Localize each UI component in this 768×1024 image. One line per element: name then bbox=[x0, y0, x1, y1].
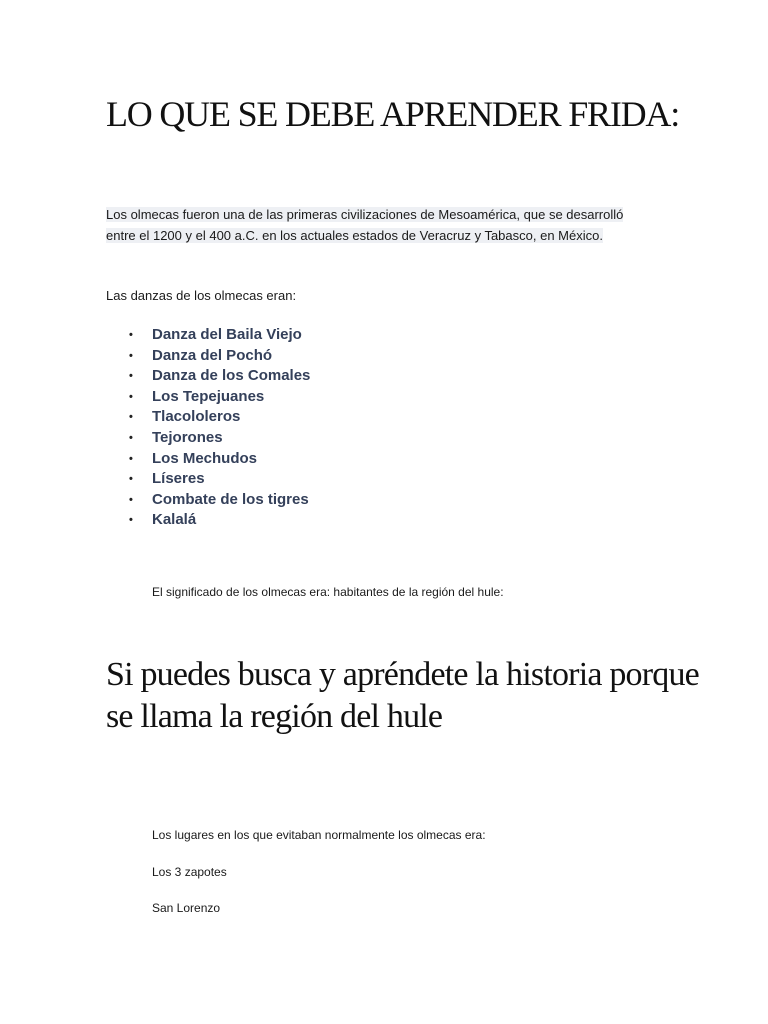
dance-name: Danza del Baila Viejo bbox=[152, 326, 302, 343]
bullet-icon: • bbox=[129, 390, 133, 403]
dance-name: Danza de los Comales bbox=[152, 367, 311, 385]
bullet-icon: • bbox=[129, 514, 133, 527]
bullet-icon: • bbox=[129, 349, 133, 362]
list-item bbox=[106, 325, 310, 346]
bullet-icon: • bbox=[129, 493, 133, 506]
list-item bbox=[106, 449, 310, 470]
page-title: LO QUE SE DEBE APRENDER FRIDA: bbox=[106, 94, 680, 134]
bullet-icon: • bbox=[129, 411, 133, 424]
bullet-icon: • bbox=[129, 329, 133, 341]
dance-name: Kalalá bbox=[152, 511, 197, 529]
dances-intro-text: Las danzas de los olmecas eran: bbox=[106, 288, 297, 303]
list-item bbox=[106, 490, 310, 511]
place-item: San Lorenzo bbox=[152, 901, 221, 915]
places-intro-text: Los lugares en los que evitaban normalmente los olmecas era: bbox=[152, 828, 486, 842]
list-item bbox=[106, 387, 310, 408]
callout-heading: Si puedes busca y apréndete la historia porque se llama la región del hule bbox=[106, 656, 699, 735]
list-item bbox=[106, 366, 310, 387]
intro-paragraph bbox=[106, 204, 646, 246]
dance-name: Tlacololeros bbox=[152, 408, 241, 426]
list-item bbox=[106, 428, 310, 449]
list-item bbox=[106, 346, 310, 367]
bullet-icon: • bbox=[129, 431, 133, 444]
list-item bbox=[106, 510, 310, 531]
place-item: Los 3 zapotes bbox=[152, 865, 227, 879]
dance-name: Tejorones bbox=[152, 428, 223, 446]
dance-list bbox=[106, 325, 310, 531]
dance-name: Combate de los tigres bbox=[152, 490, 309, 508]
meaning-text: El significado de los olmecas era: habitantes de la región del hule: bbox=[152, 585, 504, 599]
dance-name: Danza del Pochó bbox=[152, 346, 273, 364]
bullet-icon: • bbox=[129, 473, 133, 486]
dance-name: Líseres bbox=[152, 470, 205, 488]
list-item bbox=[106, 469, 310, 490]
dance-name: Los Mechudos bbox=[152, 449, 258, 467]
bullet-icon: • bbox=[129, 370, 133, 383]
dance-name: Los Tepejuanes bbox=[152, 387, 265, 405]
bullet-icon: • bbox=[129, 452, 133, 465]
list-item bbox=[106, 407, 310, 428]
intro-text: Los olmecas fueron una de las primeras civilizaciones de Mesoamérica, que se desarrolló entre el 1200 y el 400 a.C. en los actuales estados de Veracruz y Tabasco, en México. bbox=[106, 207, 624, 243]
